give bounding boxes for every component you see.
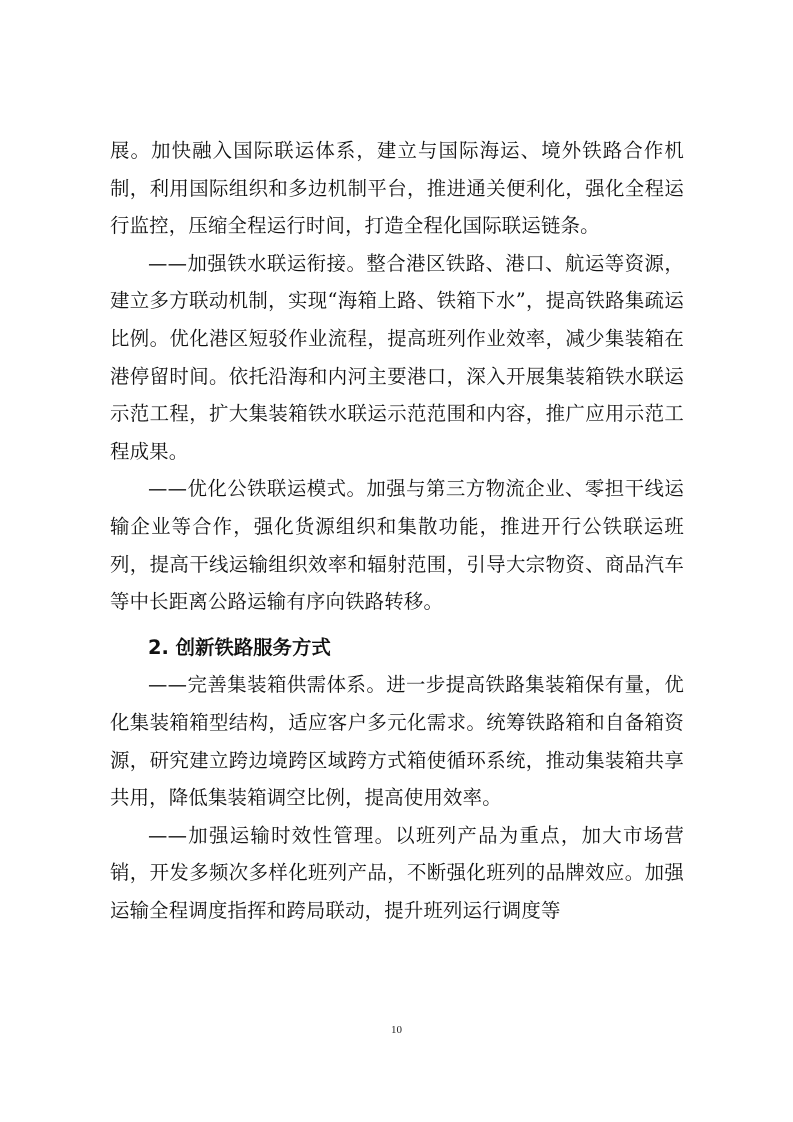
paragraph-road-rail-intermodal — [110, 470, 684, 620]
page-body — [110, 132, 684, 929]
paragraph-text: 整合港区铁路、港口、航运等资源，建立多方联动机制，实现“海箱上路、铁箱下水”，提高铁路集疏运比例。优化港区短驳作业流程，提高班列作业效率，减少集装箱在港停留时间。依托沿海和内河主要港口，深入开展集装箱铁水联运示范工程，扩大集装箱铁水联运示范范围和内容，推广应用示范工程成果。 — [110, 251, 685, 463]
paragraph-timeliness-management — [110, 817, 684, 930]
paragraph-rail-water-intermodal — [110, 245, 684, 471]
paragraph-lead: ——优化公铁联运模式。 — [148, 477, 367, 501]
paragraph-text: 以班列产品为重点，加大市场营销，开发多频次多样化班列产品，不断强化班列的品牌效应。加强运输全程调度指挥和跨局联动，提升班列运行调度等 — [110, 823, 684, 922]
section-heading: 2. 创新铁路服务方式 — [148, 635, 331, 659]
paragraph-text: 进一步提高铁路集装箱保有量，优化集装箱箱型结构，适应客户多元化需求。统筹铁路箱和自备箱资源，研究建立跨边境跨区域跨方式箱使循环系统，推动集装箱共享共用，降低集装箱调空比例，提高使用效率。 — [110, 673, 684, 810]
paragraph-container-supply-demand — [110, 666, 684, 816]
paragraph-continuation — [110, 132, 684, 245]
paragraph-text: 展。加快融入国际联运体系，建立与国际海运、境外铁路合作机制，利用国际组织和多边机制平台，推进通关便利化，强化全程运行监控，压缩全程运行时间，打造全程化国际联运链条。 — [110, 139, 684, 238]
paragraph-lead: ——完善集装箱供需体系。 — [148, 673, 387, 697]
paragraph-lead: ——加强运输时效性管理。 — [148, 823, 396, 847]
page-number: 10 — [391, 1024, 402, 1036]
paragraph-text: 加强与第三方物流企业、零担干线运输企业等合作，强化货源组织和集散功能，推进开行公铁联运班列，提高干线运输组织效率和辐射范围，引导大宗物资、商品汽车等中长距离公路运输有序向铁路转移。 — [110, 477, 685, 614]
paragraph-lead: ——加强铁水联运衔接。 — [148, 251, 367, 275]
